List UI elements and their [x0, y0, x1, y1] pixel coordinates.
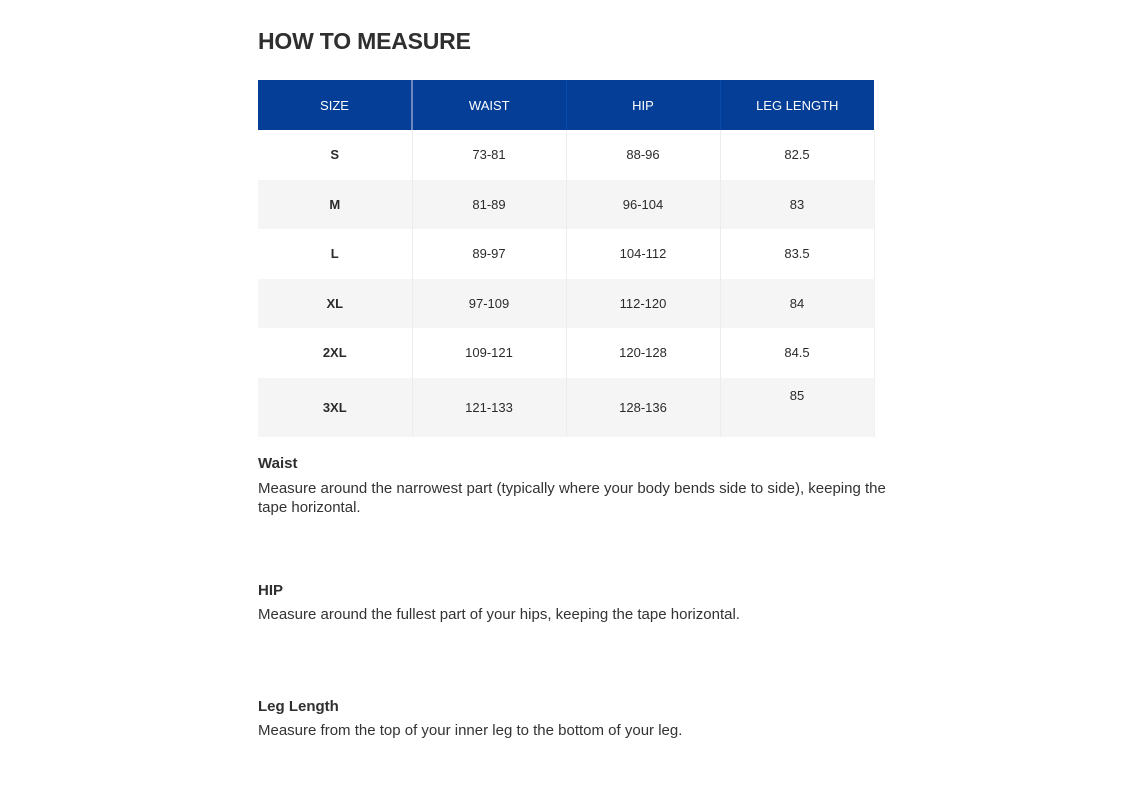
- table-row: [258, 180, 874, 230]
- table-row: [258, 378, 874, 438]
- leg-length-cell: 85: [720, 378, 874, 438]
- table-row: [258, 229, 874, 279]
- leg-length-heading: Leg Length: [258, 698, 339, 715]
- waist-cell: 97-109: [412, 279, 566, 329]
- hip-cell: 96-104: [566, 180, 720, 230]
- leg-length-cell: 82.5: [720, 130, 874, 180]
- table-header-row: [258, 80, 874, 130]
- size-cell: M: [258, 180, 412, 230]
- leg-length-cell: 84: [720, 279, 874, 329]
- column-header-leg-length: LEG LENGTH: [720, 80, 874, 130]
- hip-heading: HIP: [258, 582, 284, 599]
- column-header-size: SIZE: [258, 80, 412, 130]
- hip-cell: 128-136: [566, 378, 720, 438]
- page-title: HOW TO MEASURE: [258, 28, 471, 54]
- table-row: [258, 130, 874, 180]
- leg-length-instructions: Measure from the top of your inner leg to the bottom of your leg.: [258, 722, 683, 739]
- leg-length-cell: 83: [720, 180, 874, 230]
- size-cell: XL: [258, 279, 412, 329]
- size-cell: 3XL: [258, 378, 412, 438]
- column-header-waist: WAIST: [412, 80, 566, 130]
- waist-instructions: Measure around the narrowest part (typically where your body bends side to side), keeping the tape horizontal.: [258, 480, 886, 516]
- column-header-hip: HIP: [566, 80, 720, 130]
- leg-length-cell: 84.5: [720, 328, 874, 378]
- hip-cell: 104-112: [566, 229, 720, 279]
- table-row: [258, 279, 874, 329]
- hip-instructions: Measure around the fullest part of your hips, keeping the tape horizontal.: [258, 606, 740, 623]
- hip-cell: 112-120: [566, 279, 720, 329]
- hip-cell: 88-96: [566, 130, 720, 180]
- waist-cell: 73-81: [412, 130, 566, 180]
- waist-cell: 81-89: [412, 180, 566, 230]
- leg-length-cell: 83.5: [720, 229, 874, 279]
- size-cell: L: [330, 246, 339, 262]
- size-cell: S: [330, 147, 340, 163]
- hip-cell: 120-128: [566, 328, 720, 378]
- waist-cell: 89-97: [412, 229, 566, 279]
- waist-cell: 109-121: [412, 328, 566, 378]
- size-chart-table: [258, 80, 875, 437]
- table-row: [258, 328, 874, 378]
- waist-cell: 121-133: [412, 378, 566, 438]
- waist-heading: Waist: [258, 455, 298, 472]
- size-cell: 2XL: [322, 345, 347, 361]
